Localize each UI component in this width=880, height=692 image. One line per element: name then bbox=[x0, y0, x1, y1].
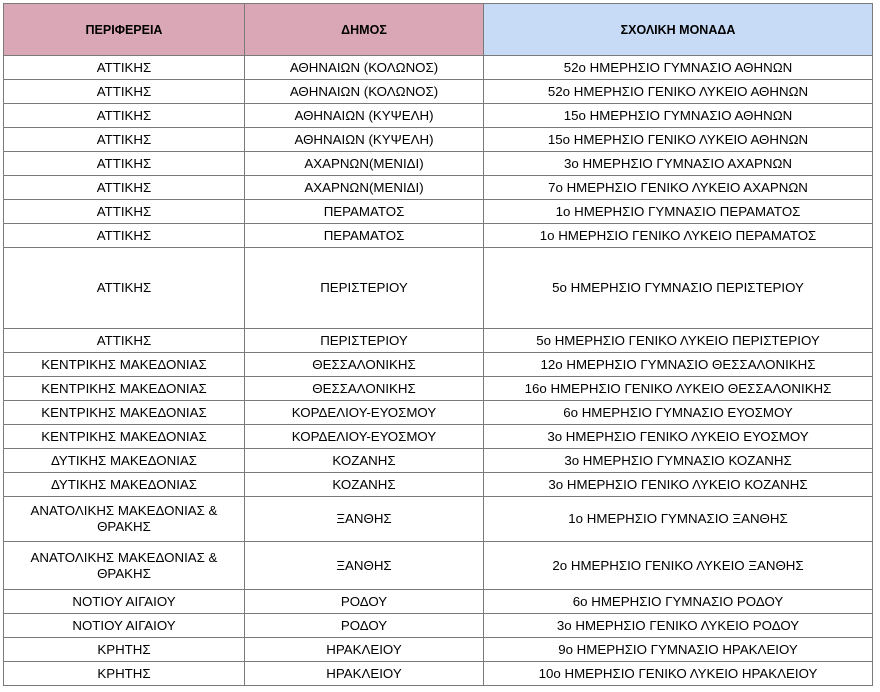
cell-region: ΚΕΝΤΡΙΚΗΣ ΜΑΚΕΔΟΝΙΑΣ bbox=[4, 377, 245, 401]
table-row bbox=[4, 497, 873, 542]
cell-municipality: ΑΘΗΝΑΙΩΝ (ΚΥΨΕΛΗ) bbox=[245, 128, 484, 152]
cell-municipality: ΠΕΡΑΜΑΤΟΣ bbox=[245, 224, 484, 248]
cell-municipality: ΠΕΡΙΣΤΕΡΙΟΥ bbox=[245, 248, 484, 329]
table-row bbox=[4, 104, 873, 128]
cell-municipality: ΑΧΑΡΝΩΝ(ΜΕΝΙΔΙ) bbox=[245, 152, 484, 176]
table-row bbox=[4, 200, 873, 224]
cell-school-unit: 6ο ΗΜΕΡΗΣΙΟ ΓΥΜΝΑΣΙΟ ΕΥΟΣΜΟΥ bbox=[484, 401, 873, 425]
cell-school-unit: 10ο ΗΜΕΡΗΣΙΟ ΓΕΝΙΚΟ ΛΥΚΕΙΟ ΗΡΑΚΛΕΙΟΥ bbox=[484, 662, 873, 686]
cell-municipality: ΑΘΗΝΑΙΩΝ (ΚΟΛΩΝΟΣ) bbox=[245, 80, 484, 104]
cell-municipality: ΘΕΣΣΑΛΟΝΙΚΗΣ bbox=[245, 377, 484, 401]
cell-school-unit: 1ο ΗΜΕΡΗΣΙΟ ΓΥΜΝΑΣΙΟ ΞΑΝΘΗΣ bbox=[484, 497, 873, 542]
cell-region: ΑΤΤΙΚΗΣ bbox=[4, 128, 245, 152]
table-row bbox=[4, 401, 873, 425]
cell-region: ΑΤΤΙΚΗΣ bbox=[4, 200, 245, 224]
cell-school-unit: 1ο ΗΜΕΡΗΣΙΟ ΓΥΜΝΑΣΙΟ ΠΕΡΑΜΑΤΟΣ bbox=[484, 200, 873, 224]
cell-region: ΚΡΗΤΗΣ bbox=[4, 662, 245, 686]
cell-municipality: ΑΧΑΡΝΩΝ(ΜΕΝΙΔΙ) bbox=[245, 176, 484, 200]
table-row bbox=[4, 638, 873, 662]
cell-municipality: ΚΟΖΑΝΗΣ bbox=[245, 473, 484, 497]
table-row bbox=[4, 128, 873, 152]
cell-municipality: ΚΟΡΔΕΛΙΟΥ-ΕΥΟΣΜΟΥ bbox=[245, 425, 484, 449]
cell-region: ΝΟΤΙΟΥ ΑΙΓΑΙΟΥ bbox=[4, 614, 245, 638]
table-row bbox=[4, 614, 873, 638]
table-row bbox=[4, 377, 873, 401]
cell-municipality: ΑΘΗΝΑΙΩΝ (ΚΟΛΩΝΟΣ) bbox=[245, 56, 484, 80]
table-row bbox=[4, 590, 873, 614]
header-row bbox=[4, 4, 873, 56]
table-row bbox=[4, 449, 873, 473]
cell-region: ΑΤΤΙΚΗΣ bbox=[4, 248, 245, 329]
cell-region: ΑΤΤΙΚΗΣ bbox=[4, 176, 245, 200]
table-row bbox=[4, 224, 873, 248]
table-row bbox=[4, 542, 873, 590]
cell-municipality: ΞΑΝΘΗΣ bbox=[245, 542, 484, 590]
cell-school-unit: 16ο ΗΜΕΡΗΣΙΟ ΓΕΝΙΚΟ ΛΥΚΕΙΟ ΘΕΣΣΑΛΟΝΙΚΗΣ bbox=[484, 377, 873, 401]
cell-region: ΑΤΤΙΚΗΣ bbox=[4, 80, 245, 104]
cell-municipality: ΗΡΑΚΛΕΙΟΥ bbox=[245, 638, 484, 662]
table-row bbox=[4, 176, 873, 200]
cell-municipality: ΚΟΖΑΝΗΣ bbox=[245, 449, 484, 473]
cell-region: ΑΤΤΙΚΗΣ bbox=[4, 152, 245, 176]
cell-region: ΑΝΑΤΟΛΙΚΗΣ ΜΑΚΕΔΟΝΙΑΣ & ΘΡΑΚΗΣ bbox=[4, 542, 245, 590]
cell-school-unit: 6ο ΗΜΕΡΗΣΙΟ ΓΥΜΝΑΣΙΟ ΡΟΔΟΥ bbox=[484, 590, 873, 614]
cell-school-unit: 3ο ΗΜΕΡΗΣΙΟ ΓΕΝΙΚΟ ΛΥΚΕΙΟ ΕΥΟΣΜΟΥ bbox=[484, 425, 873, 449]
schools-table bbox=[3, 3, 873, 686]
cell-municipality: ΡΟΔΟΥ bbox=[245, 590, 484, 614]
table-row bbox=[4, 152, 873, 176]
cell-region: ΔΥΤΙΚΗΣ ΜΑΚΕΔΟΝΙΑΣ bbox=[4, 473, 245, 497]
cell-school-unit: 3ο ΗΜΕΡΗΣΙΟ ΓΕΝΙΚΟ ΛΥΚΕΙΟ ΡΟΔΟΥ bbox=[484, 614, 873, 638]
cell-school-unit: 1ο ΗΜΕΡΗΣΙΟ ΓΕΝΙΚΟ ΛΥΚΕΙΟ ΠΕΡΑΜΑΤΟΣ bbox=[484, 224, 873, 248]
cell-municipality: ΘΕΣΣΑΛΟΝΙΚΗΣ bbox=[245, 353, 484, 377]
cell-school-unit: 9ο ΗΜΕΡΗΣΙΟ ΓΥΜΝΑΣΙΟ ΗΡΑΚΛΕΙΟΥ bbox=[484, 638, 873, 662]
cell-region: ΑΝΑΤΟΛΙΚΗΣ ΜΑΚΕΔΟΝΙΑΣ & ΘΡΑΚΗΣ bbox=[4, 497, 245, 542]
cell-municipality: ΠΕΡΙΣΤΕΡΙΟΥ bbox=[245, 329, 484, 353]
cell-municipality: ΞΑΝΘΗΣ bbox=[245, 497, 484, 542]
cell-region: ΚΕΝΤΡΙΚΗΣ ΜΑΚΕΔΟΝΙΑΣ bbox=[4, 401, 245, 425]
cell-school-unit: 15ο ΗΜΕΡΗΣΙΟ ΓΥΜΝΑΣΙΟ ΑΘΗΝΩΝ bbox=[484, 104, 873, 128]
cell-school-unit: 3ο ΗΜΕΡΗΣΙΟ ΓΥΜΝΑΣΙΟ ΑΧΑΡΝΩΝ bbox=[484, 152, 873, 176]
cell-school-unit: 12ο ΗΜΕΡΗΣΙΟ ΓΥΜΝΑΣΙΟ ΘΕΣΣΑΛΟΝΙΚΗΣ bbox=[484, 353, 873, 377]
table-row bbox=[4, 425, 873, 449]
cell-region: ΚΡΗΤΗΣ bbox=[4, 638, 245, 662]
table-row bbox=[4, 80, 873, 104]
cell-municipality: ΚΟΡΔΕΛΙΟΥ-ΕΥΟΣΜΟΥ bbox=[245, 401, 484, 425]
header-region: ΠΕΡΙΦΕΡΕΙΑ bbox=[4, 4, 245, 56]
cell-region: ΑΤΤΙΚΗΣ bbox=[4, 329, 245, 353]
cell-school-unit: 15ο ΗΜΕΡΗΣΙΟ ΓΕΝΙΚΟ ΛΥΚΕΙΟ ΑΘΗΝΩΝ bbox=[484, 128, 873, 152]
table-row bbox=[4, 248, 873, 329]
cell-school-unit: 7ο ΗΜΕΡΗΣΙΟ ΓΕΝΙΚΟ ΛΥΚΕΙΟ ΑΧΑΡΝΩΝ bbox=[484, 176, 873, 200]
header-municipality: ΔΗΜΟΣ bbox=[245, 4, 484, 56]
cell-school-unit: 52ο ΗΜΕΡΗΣΙΟ ΓΥΜΝΑΣΙΟ ΑΘΗΝΩΝ bbox=[484, 56, 873, 80]
cell-region: ΔΥΤΙΚΗΣ ΜΑΚΕΔΟΝΙΑΣ bbox=[4, 449, 245, 473]
cell-region: ΚΕΝΤΡΙΚΗΣ ΜΑΚΕΔΟΝΙΑΣ bbox=[4, 353, 245, 377]
cell-school-unit: 3ο ΗΜΕΡΗΣΙΟ ΓΥΜΝΑΣΙΟ ΚΟΖΑΝΗΣ bbox=[484, 449, 873, 473]
table-row bbox=[4, 473, 873, 497]
table-row bbox=[4, 56, 873, 80]
cell-region: ΑΤΤΙΚΗΣ bbox=[4, 56, 245, 80]
cell-municipality: ΑΘΗΝΑΙΩΝ (ΚΥΨΕΛΗ) bbox=[245, 104, 484, 128]
cell-municipality: ΠΕΡΑΜΑΤΟΣ bbox=[245, 200, 484, 224]
cell-school-unit: 3ο ΗΜΕΡΗΣΙΟ ΓΕΝΙΚΟ ΛΥΚΕΙΟ ΚΟΖΑΝΗΣ bbox=[484, 473, 873, 497]
cell-municipality: ΗΡΑΚΛΕΙΟΥ bbox=[245, 662, 484, 686]
cell-region: ΚΕΝΤΡΙΚΗΣ ΜΑΚΕΔΟΝΙΑΣ bbox=[4, 425, 245, 449]
cell-region: ΝΟΤΙΟΥ ΑΙΓΑΙΟΥ bbox=[4, 590, 245, 614]
table-row bbox=[4, 353, 873, 377]
cell-region: ΑΤΤΙΚΗΣ bbox=[4, 104, 245, 128]
cell-school-unit: 2ο ΗΜΕΡΗΣΙΟ ΓΕΝΙΚΟ ΛΥΚΕΙΟ ΞΑΝΘΗΣ bbox=[484, 542, 873, 590]
cell-region: ΑΤΤΙΚΗΣ bbox=[4, 224, 245, 248]
cell-school-unit: 5ο ΗΜΕΡΗΣΙΟ ΓΕΝΙΚΟ ΛΥΚΕΙΟ ΠΕΡΙΣΤΕΡΙΟΥ bbox=[484, 329, 873, 353]
table-row bbox=[4, 329, 873, 353]
cell-school-unit: 52ο ΗΜΕΡΗΣΙΟ ΓΕΝΙΚΟ ΛΥΚΕΙΟ ΑΘΗΝΩΝ bbox=[484, 80, 873, 104]
cell-municipality: ΡΟΔΟΥ bbox=[245, 614, 484, 638]
table-row bbox=[4, 662, 873, 686]
header-school-unit: ΣΧΟΛΙΚΗ ΜΟΝΑΔΑ bbox=[484, 4, 873, 56]
cell-school-unit: 5ο ΗΜΕΡΗΣΙΟ ΓΥΜΝΑΣΙΟ ΠΕΡΙΣΤΕΡΙΟΥ bbox=[484, 248, 873, 329]
